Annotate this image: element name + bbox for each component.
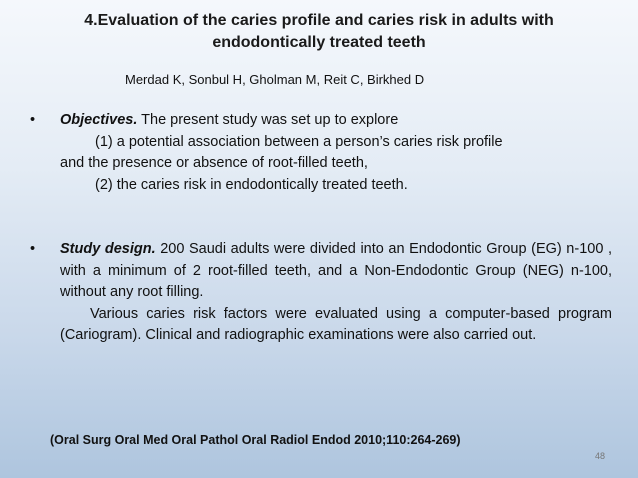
objectives-text: The present study was set up to explore: [137, 112, 399, 128]
bullet-icon: •: [30, 241, 36, 257]
study-design-para-2: Various caries risk factors were evaluated using a computer-based program (Cariogram). Clinical and radiographic examinations were also carried out.: [60, 305, 612, 343]
title-line-1: 4.Evaluation of the caries profile and caries risk in adults with: [84, 12, 554, 29]
title-line-2: endodontically treated teeth: [212, 34, 426, 51]
study-design-label: Study design.: [60, 241, 156, 257]
objectives-point-1-cont: and the presence or absence of root-filled teeth,: [60, 155, 368, 171]
objectives-point-2: [30, 175, 612, 197]
objectives-point-1-line: (1) a potential association between a person’s caries risk profile: [95, 133, 503, 150]
study-design-bullet: [30, 239, 612, 304]
study-design-text: 200 Saudi adults were divided into an Endodontic Group (EG) n-100 , with a minimum of 2 root-filled teeth, and a Non-Endodontic Group (NEG) n-100, without any root filling.: [60, 241, 612, 300]
objectives-label: Objectives.: [60, 112, 138, 128]
objectives-section: [30, 110, 612, 196]
citation: (Oral Surg Oral Med Oral Pathol Oral Radiol Endod 2010;110:264-269): [50, 433, 461, 447]
objectives-bullet: [30, 110, 612, 132]
slide-title: [20, 10, 618, 54]
objectives-point-2-line: (2) the caries risk in endodontically treated teeth.: [95, 176, 408, 193]
objectives-point-1: [30, 132, 612, 175]
study-design-section: [30, 239, 612, 347]
bullet-icon: •: [30, 112, 36, 128]
authors: Merdad K, Sonbul H, Gholman M, Reit C, Birkhed D: [125, 72, 425, 87]
page-number: 48: [594, 451, 605, 461]
